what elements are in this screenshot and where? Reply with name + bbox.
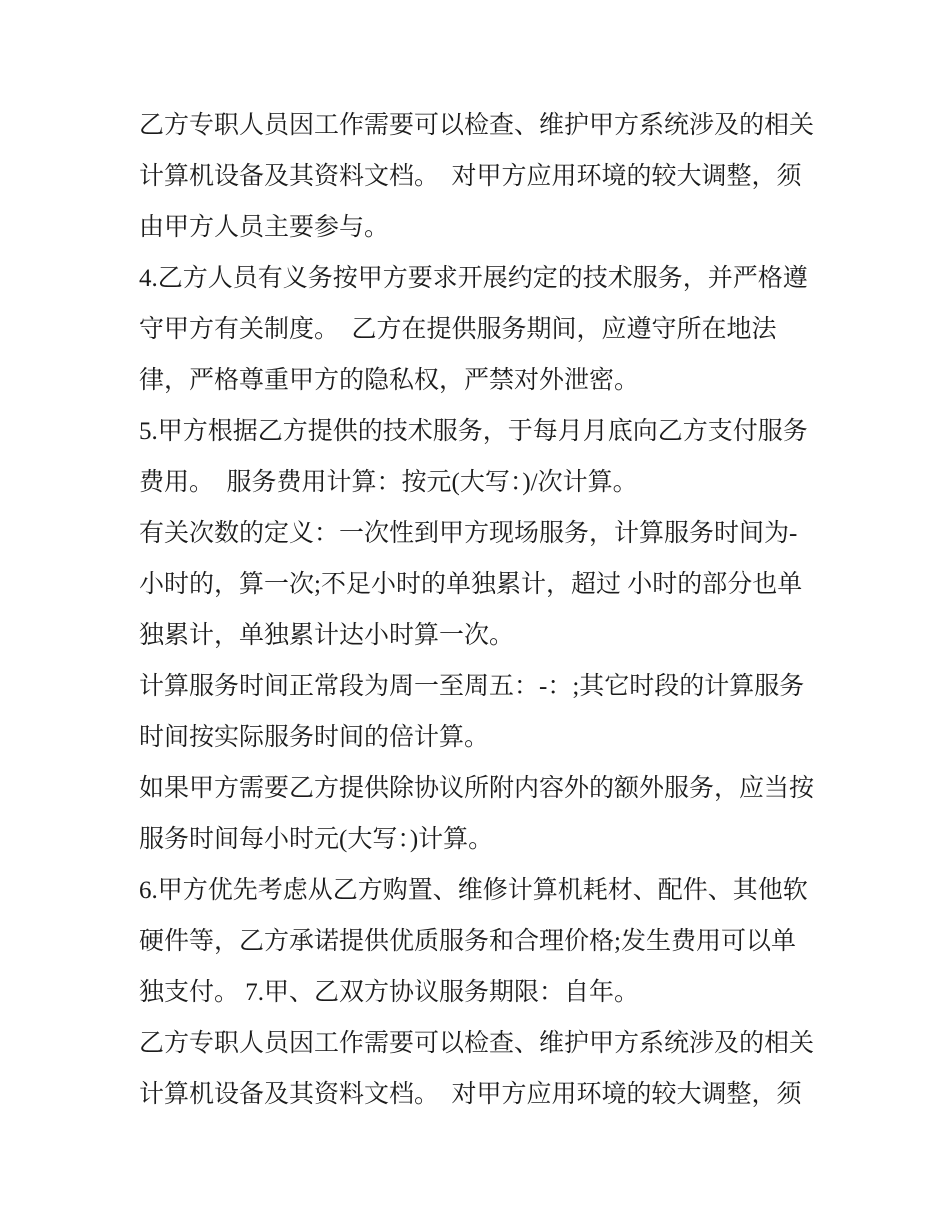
text-line: 独支付。 7.甲、乙双方协议服务期限：自年。 — [139, 979, 640, 1006]
text-line: 服务时间每小时元(大写：)计算。 — [139, 826, 494, 853]
text-line: 有关次数的定义：一次性到甲方现场服务，计算服务时间为- — [139, 520, 798, 547]
text-line: 小时的，算一次;不足小时的单独累计，超过 小时的部分也单 — [139, 571, 803, 598]
text-line: 时间按实际服务时间的倍计算。 — [139, 724, 490, 751]
text-line: 计算机设备及其资料文档。 对甲方应用环境的较大调整，须 — [139, 163, 802, 190]
text-line: 乙方专职人员因工作需要可以检查、维护甲方系统涉及的相关 — [139, 1030, 815, 1057]
text-line: 如果甲方需要乙方提供除协议所附内容外的额外服务，应当按 — [139, 775, 815, 802]
text-line: 乙方专职人员因工作需要可以检查、维护甲方系统涉及的相关 — [139, 112, 815, 139]
text-line: 费用。 服务费用计算：按元(大写：)/次计算。 — [139, 469, 638, 496]
text-line: 守甲方有关制度。 乙方在提供服务期间，应遵守所在地法 — [139, 316, 777, 343]
text-line: 计算机设备及其资料文档。 对甲方应用环境的较大调整，须 — [139, 1081, 802, 1108]
text-line: 5.甲方根据乙方提供的技术服务，于每月月底向乙方支付服务 — [139, 418, 808, 445]
text-line: 由甲方人员主要参与。 — [139, 214, 390, 241]
text-line: 硬件等，乙方承诺提供优质服务和合理价格;发生费用可以单 — [139, 928, 796, 955]
text-line: 计算服务时间正常段为周一至周五：-：;其它时段的计算服务 — [139, 673, 805, 700]
contract-text-block — [139, 100, 859, 1120]
text-line: 律，严格尊重甲方的隐私权，严禁对外泄密。 — [139, 367, 640, 394]
text-line: 4.乙方人员有义务按甲方要求开展约定的技术服务，并严格遵 — [139, 265, 808, 292]
text-line: 独累计，单独累计达小时算一次。 — [139, 622, 515, 649]
text-line: 6.甲方优先考虑从乙方购置、维修计算机耗材、配件、其他软 — [139, 877, 808, 904]
